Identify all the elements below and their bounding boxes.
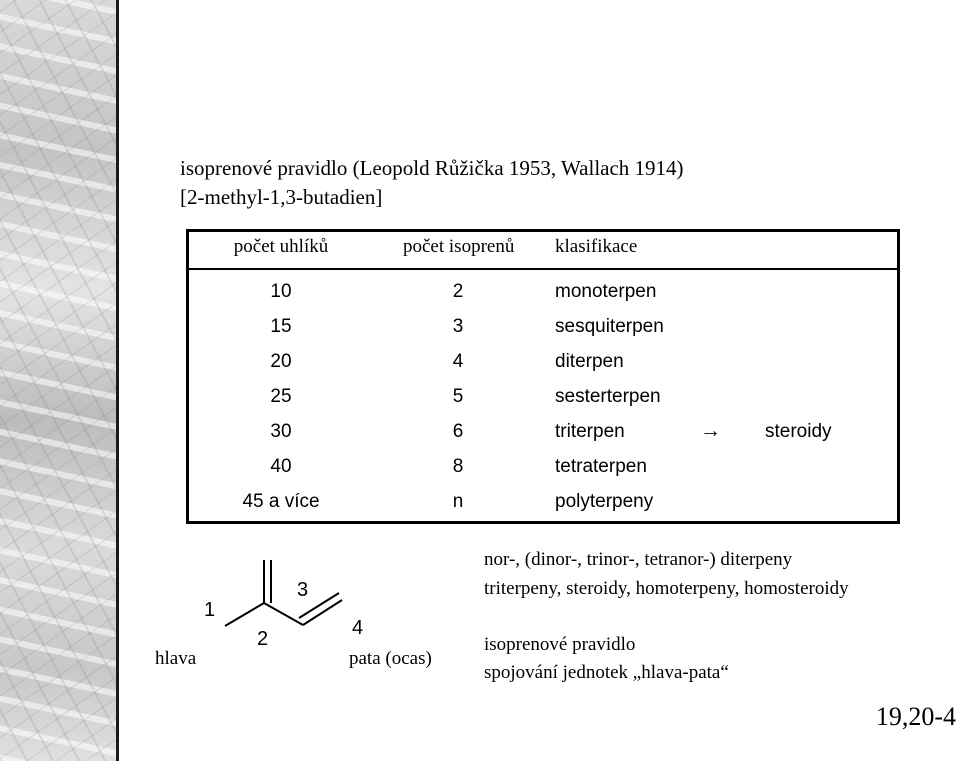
atom-label-3: 3 <box>297 579 309 601</box>
steroids-label: steroidy <box>765 421 832 442</box>
terpene-classification-table <box>186 229 900 524</box>
table-cell-isoprenes: 5 <box>452 386 464 407</box>
marble-border-decoration <box>0 0 116 761</box>
table-cell-carbons: 40 <box>270 456 292 477</box>
table-cell-carbons: 15 <box>270 316 292 337</box>
table-cell-class: triterpen <box>555 421 625 442</box>
atom-label-4: 4 <box>352 617 364 639</box>
table-cell-isoprenes: 2 <box>452 281 464 302</box>
table-cell-class: sesquiterpen <box>555 316 664 337</box>
table-cell-isoprenes: 6 <box>452 421 464 442</box>
title-line-1: isoprenové pravidlo (Leopold Růžička 1953, Wallach 1914) <box>180 156 684 180</box>
table-cell-carbons: 30 <box>270 421 292 442</box>
atom-label-1: 1 <box>204 599 216 621</box>
isoprene-structure-diagram <box>215 555 355 635</box>
table-cell-class: diterpen <box>555 351 624 372</box>
atom-label-2: 2 <box>257 628 269 650</box>
bond-2-3 <box>264 603 303 625</box>
title-line-2: [2-methyl-1,3-butadien] <box>180 185 383 209</box>
bond-1-2 <box>225 603 264 626</box>
table-cell-carbons: 25 <box>270 386 292 407</box>
tail-label: pata (ocas) <box>349 648 432 669</box>
head-label: hlava <box>155 648 197 669</box>
header-divider <box>186 268 900 270</box>
column-header-carbons: počet uhlíků <box>233 236 329 257</box>
arrow-icon: → <box>700 419 721 442</box>
table-cell-class: monoterpen <box>555 281 657 302</box>
border-edge-line <box>116 0 119 761</box>
table-cell-isoprenes: 3 <box>452 316 464 337</box>
column-header-classification: klasifikace <box>555 236 638 257</box>
note-line-2: triterpeny, steroidy, homoterpeny, homosteroidy <box>484 578 849 599</box>
column-header-isoprenes: počet isoprenů <box>403 236 515 257</box>
table-cell-class: polyterpeny <box>555 491 654 512</box>
table-cell-carbons: 10 <box>270 281 292 302</box>
table-cell-isoprenes: n <box>452 491 464 512</box>
table-cell-carbons: 45 a více <box>242 491 320 512</box>
note-line-3: isoprenové pravidlo <box>484 634 636 655</box>
note-line-1: nor-, (dinor-, trinor-, tetranor-) diterpeny <box>484 549 793 570</box>
table-cell-isoprenes: 8 <box>452 456 464 477</box>
note-line-4: spojování jednotek „hlava-pata“ <box>484 662 729 683</box>
table-cell-isoprenes: 4 <box>452 351 464 372</box>
table-cell-class: sesterterpen <box>555 386 661 407</box>
page-number: 19,20-4 <box>875 702 956 731</box>
table-cell-carbons: 20 <box>270 351 292 372</box>
table-cell-class: tetraterpen <box>555 456 647 477</box>
